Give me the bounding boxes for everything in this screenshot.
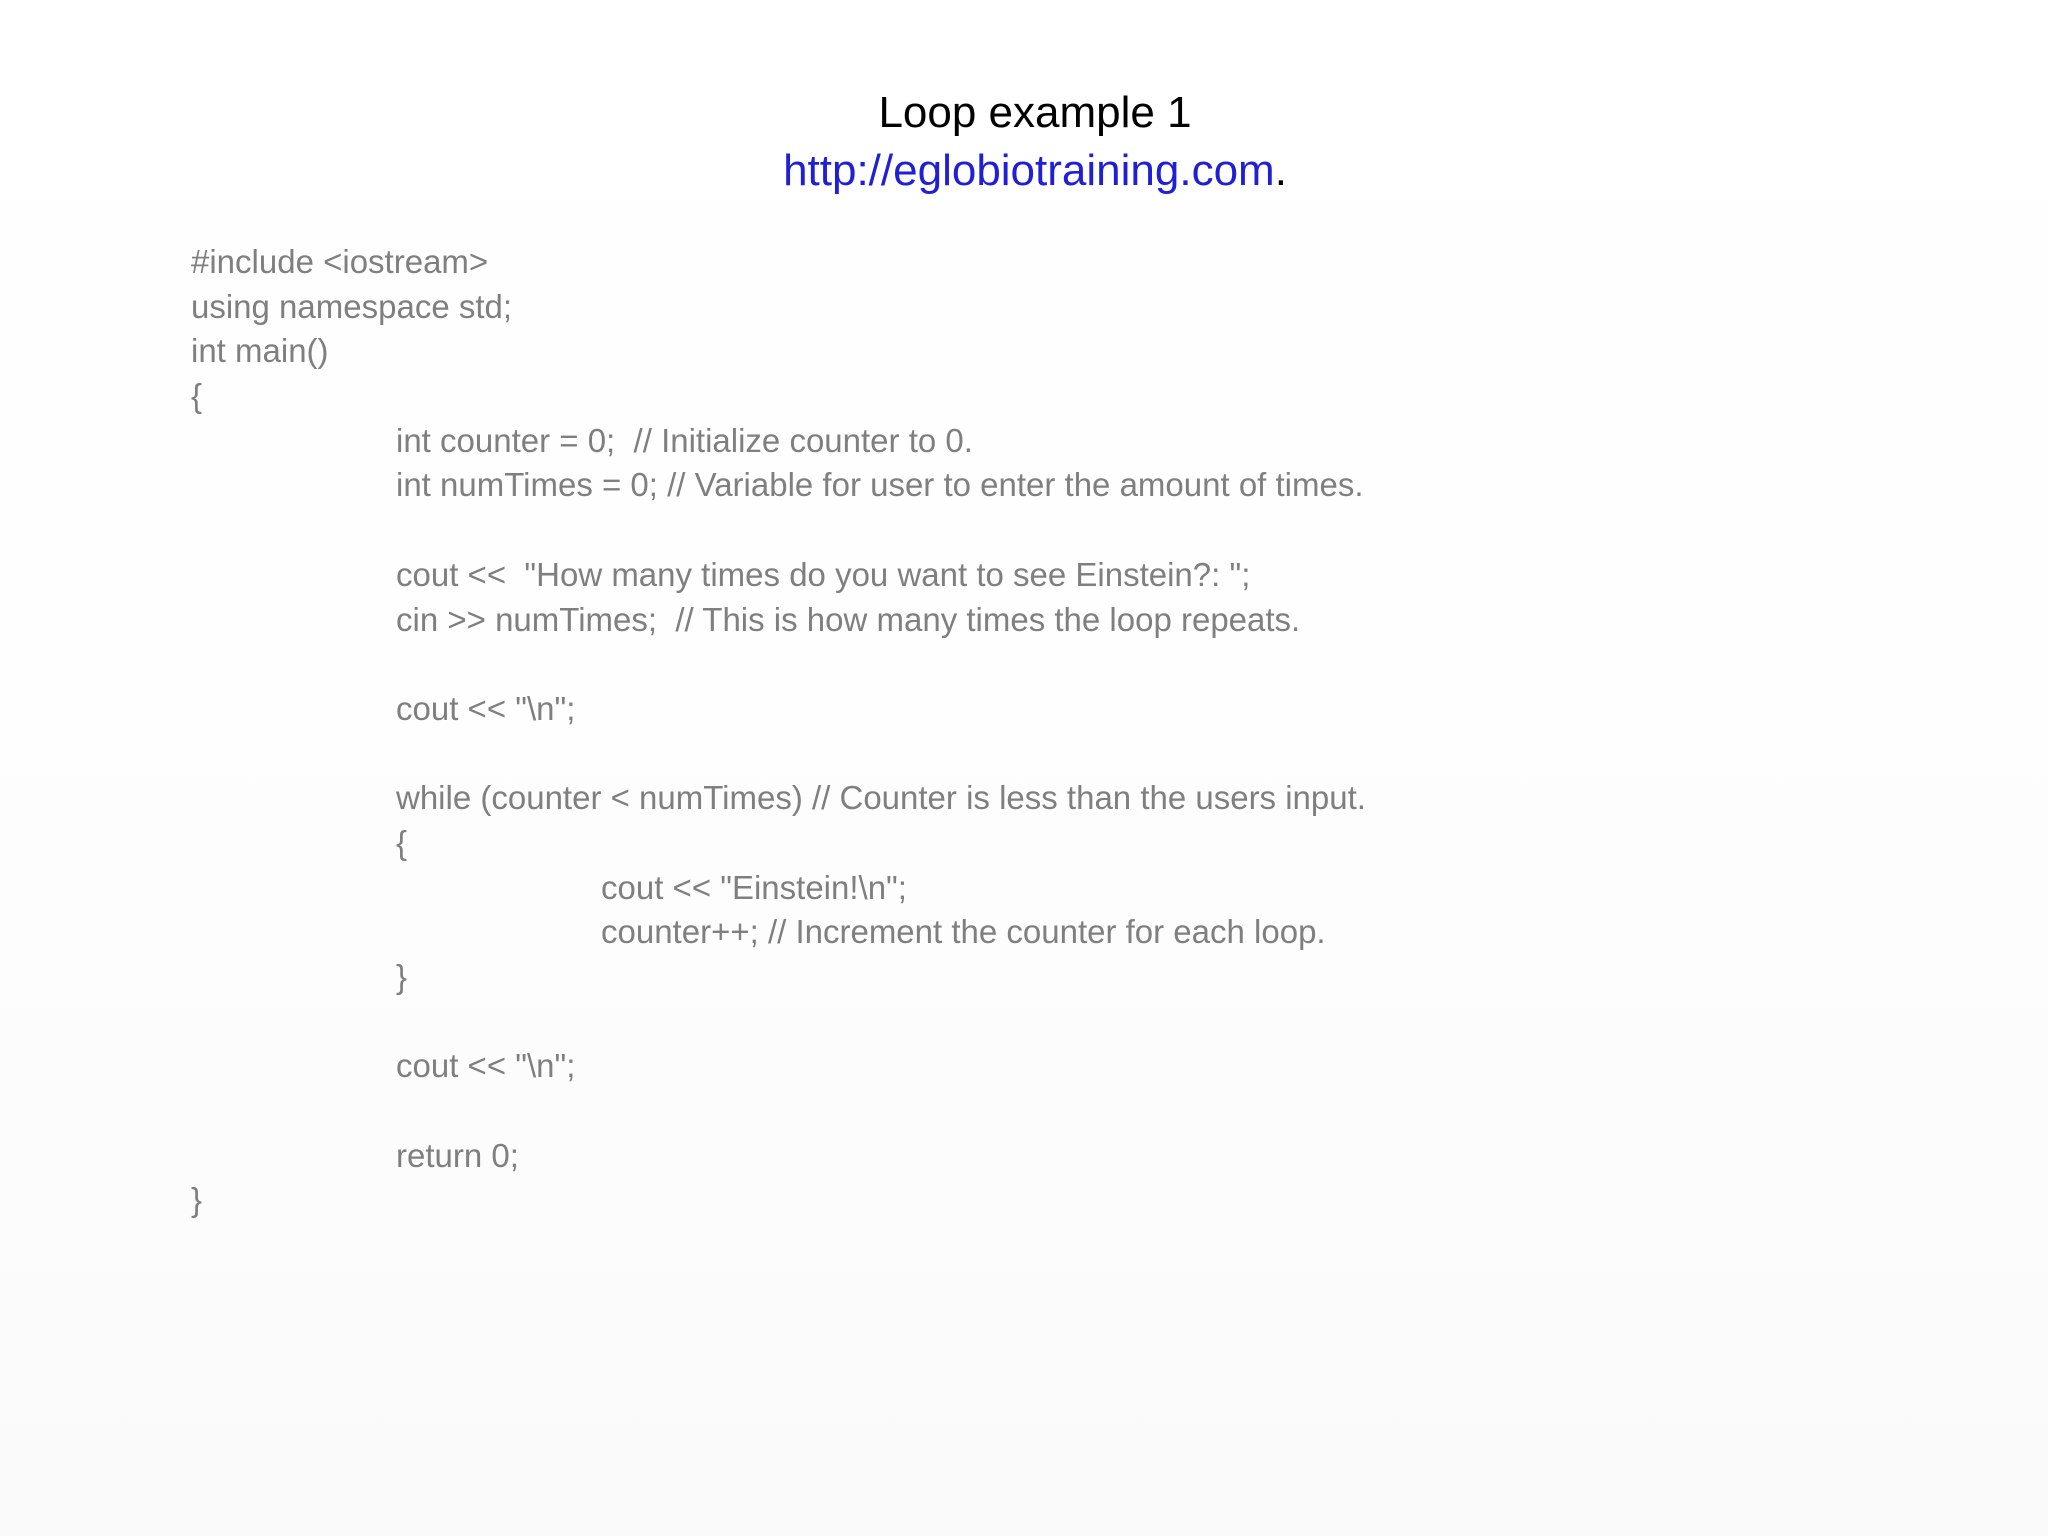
code-line-include: #include <iostream> bbox=[191, 243, 489, 280]
code-line-namespace: using namespace std; bbox=[191, 287, 513, 325]
source-url-period: . bbox=[1274, 146, 1287, 195]
code-blank-line bbox=[191, 642, 1366, 687]
slide-header bbox=[0, 84, 2048, 200]
code-line-while-open-brace: { bbox=[396, 823, 408, 861]
slide-title: Loop example 1 bbox=[878, 88, 1192, 137]
code-line-newline-2: cout << "\n"; bbox=[396, 1047, 576, 1085]
code-line-increment: counter++; // Increment the counter for each loop. bbox=[601, 913, 1326, 951]
code-line-main-signature: int main() bbox=[191, 332, 329, 370]
code-blank-line bbox=[191, 508, 1366, 553]
code-line-while: while (counter < numTimes) // Counter is less than the users input. bbox=[396, 779, 1366, 817]
code-line-print-einstein: cout << "Einstein!\n"; bbox=[601, 868, 907, 906]
code-line-main-open-brace: { bbox=[191, 377, 203, 415]
code-line-while-close-brace: } bbox=[396, 958, 408, 995]
code-line-numtimes-decl: int numTimes = 0; // Variable for user to enter the amount of times. bbox=[396, 466, 1364, 504]
code-listing bbox=[191, 240, 1366, 1223]
code-line-prompt: cout << "How many times do you want to see Einstein?: "; bbox=[396, 555, 1251, 593]
code-line-newline-1: cout << "\n"; bbox=[396, 689, 576, 727]
code-blank-line bbox=[191, 1000, 1366, 1045]
source-url-link[interactable]: http://eglobiotraining.com bbox=[783, 146, 1275, 195]
code-line-main-close-brace: } bbox=[191, 1181, 203, 1219]
code-blank-line bbox=[191, 1089, 1366, 1134]
code-blank-line bbox=[191, 732, 1366, 777]
code-line-input: cin >> numTimes; // This is how many times the loop repeats. bbox=[396, 600, 1301, 638]
code-line-return: return 0; bbox=[396, 1136, 519, 1174]
code-line-counter-decl: int counter = 0; // Initialize counter to 0. bbox=[396, 421, 973, 459]
source-url-line bbox=[22, 142, 2048, 200]
